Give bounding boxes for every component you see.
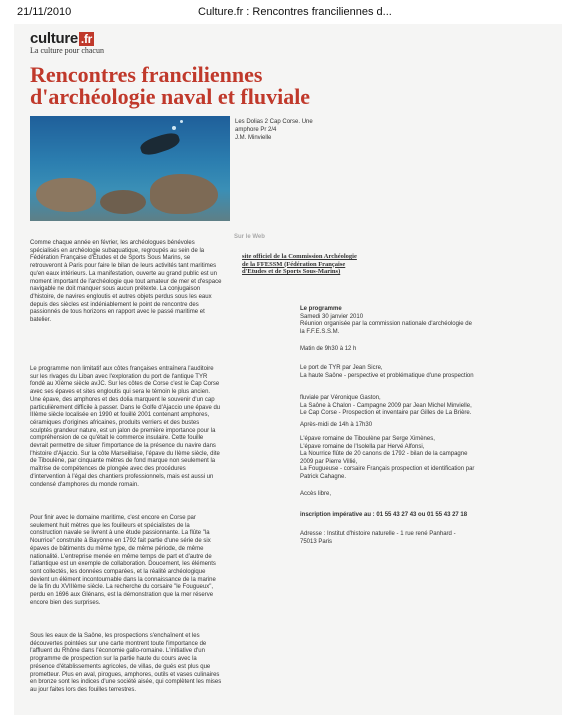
headline-line-1: Rencontres franciliennes <box>30 62 263 87</box>
scanned-article <box>14 24 562 715</box>
program-item: L'épave romaine de Tiboulène par Serge Ximènes, <box>300 436 435 442</box>
headline-line-2: d'archéologie naval et fluviale <box>30 84 311 109</box>
program-description: Réunion organisée par la commission nationale d'archéologie de <box>300 321 472 327</box>
program-item: Le Cap Corse - Prospection et inventaire par Gilles de La Brière. <box>300 410 472 416</box>
program-afternoon-list <box>300 466 550 481</box>
program-item: La Saône à Chalon - Campagne 2009 par Jean Michel Minvielle, <box>300 402 472 409</box>
article-paragraph: Pour finir avec le domaine maritime, c'est encore en Corse par seulement huit mètres que les fouilleurs et spécialistes de la construction navale se livrent à une étude passionnante. La flûte "la Nourrice" construite à Bayonne en 1792 fait partie d'une série de six épaves de bâtiments du même type, de même période, de même nationalité. L'entreprise menée en même temps de part et d'autre de l'atlantique est un exemple de collaboration. Doucement, les éléments sont collectés, les données comparées, et la réalité archéologique devient un élément incontournable dans la connaissance de la marine de la fin du XVIIIème siècle. La recherche du corsaire "le Fougueux", perdu en 1696 aux Glénans, est la démonstration que la mer réserve encore bien des surprises. <box>30 515 216 606</box>
photo-amphora <box>100 190 146 214</box>
program-afternoon-label: Après-midi de 14h à 17h30 <box>300 422 373 428</box>
ffessm-link[interactable]: site officiel de la Commission Archéologie de la FFESSM (Fédération Française d'Etudes et de Sports Sous-Marins) <box>242 253 357 275</box>
sur-le-web-heading: Sur le Web <box>234 234 265 240</box>
program-afternoon-list <box>300 436 550 466</box>
article-paragraph: Le programme non limitatif aux côtes françaises entraînera l'auditoire sur les rivages du Liban avec l'exploration du port de l'antique TYR fondé au XIème siècle avJC. Sur les côtes de Corse c'est le Cap Corse avec ses épaves et sites engloutis qui sera le témoin le plus ancien. Une épave, des amphores et des dolia marquent le souvenir d'un cap particulièrement difficile à passer. Dans le Golfe d'Ajaccio une épave du IIIème siècle localisée en 1990 et fouillé 2001 contenant amphores, céramiques d'origines africaines, produits verriers et des bustes sculptés grandeur nature, est un jalon de première importance pour la compréhension de ce qu'était le commerce insulaire. Cette fouille devrait permettre de situer l'importance de la présence du navire dans l'histoire d'Ajaccio. Sur la côte Marseillaise, l'épave du IIème siècle, dite de Tiboulène, par cinquante mètres de fond marque non seulement la maîtrise de compétences de plongée avec des procédures d'intervention à l'égal des chantiers professionnels, mais est aussi un condensé d'amphores du monde romain. <box>30 366 221 488</box>
logo-tagline: La culture pour chacun <box>30 46 104 55</box>
logo-suffix: .fr <box>80 32 93 46</box>
address-line: Adresse : Institut d'histoire naturelle - 1 rue rené Panhard - <box>300 531 456 537</box>
photo-bubble <box>172 126 176 130</box>
program-item: Patrick Cahagne. <box>300 473 347 480</box>
photo-rock <box>150 174 218 214</box>
program-item: Le port de TYR par Jean Sicre, <box>300 365 383 371</box>
program-item: La Nourrice flûte de 20 canons de 1792 - bilan de la campagne <box>300 451 468 457</box>
underwater-photo <box>30 116 230 221</box>
program-heading: Le programme <box>300 306 342 312</box>
logo-word: culture <box>30 30 78 47</box>
page-title: Culture.fr : Rencontres franciliennes d... <box>198 6 392 18</box>
program-item: 2009 par Pierre Villié, <box>300 458 358 465</box>
photo-diver <box>139 130 182 158</box>
program-access: Accès libre, <box>300 491 332 497</box>
program-morning-label: Matin de 9h30 à 12 h <box>300 346 357 352</box>
program-item: L'épave romaine de l'Isolella par Hervé Alfonsi, <box>300 443 425 450</box>
article-headline <box>30 64 430 108</box>
photo-rock <box>36 178 96 212</box>
program-description: la F.F.E.S.S.M. <box>300 328 340 335</box>
program-date: Samedi 30 janvier 2010 <box>300 313 364 320</box>
print-date: 21/11/2010 <box>17 6 72 18</box>
photo-author: J.M. Minvielle <box>235 135 272 141</box>
program-header <box>300 306 550 336</box>
photo-caption: Les Dolias 2 Cap Corse. Une amphore Pr 2/4 <box>235 119 313 133</box>
article-paragraph: Comme chaque année en février, les archéologues bénévoles spécialisés en archéologie subaquatique, regroupés au sein de la Fédération Française d'Études et de Sports Sous Marins, se retrouveront à Paris pour faire le bilan de leurs activités tant maritimes qu'en eaux intérieurs. La manifestation, ouverte au grand public est un moment important de l'archéologie que tout amateur de mer et d'espace navigable ne doit manquer sous aucun prétexte. La conjugaison d'histoire, de navires engloutis et autres objets perdus sous les eaux depuis des siècles est indéniablement le point de rencontre des passionnés de tous horizons en rapport avec le passé maritime et batelier. <box>30 240 222 324</box>
program-morning-list <box>300 365 550 380</box>
program-morning-list <box>300 395 550 418</box>
article-paragraph: Sous les eaux de la Saône, les prospections s'enchaînent et les découvertes pointées sur une carte montrent toute l'importance de l'affluent du Rhône dans l'économie gallo-romaine. L'initiative d'un programme de prospection sur la partie haute du cours avec la présence d'établissements agricoles, de villas, de gués est plus que prometteur. Plus en aval, pirogues, amphores, outils et vases culinaires en bronze sont les indices d'une société aisée, qui complètent les mises au jour faites lors des fouilles terrestres. <box>30 633 222 693</box>
address-line: 75013 Paris <box>300 538 333 545</box>
program-registration: inscription impérative au : 01 55 43 27 43 ou 01 55 43 27 18 <box>300 512 468 518</box>
program-item: La Fougueuse - corsaire Français prospection et identification par <box>300 466 475 472</box>
photo-bubble <box>180 120 183 123</box>
program-item: fluviale par Véronique Gaston, <box>300 395 381 401</box>
program-item: La haute Saône - perspective et problématique d'une prospection <box>300 372 474 379</box>
browser-header <box>0 0 570 22</box>
program-address <box>300 531 550 546</box>
culture-fr-logo[interactable] <box>30 30 104 55</box>
